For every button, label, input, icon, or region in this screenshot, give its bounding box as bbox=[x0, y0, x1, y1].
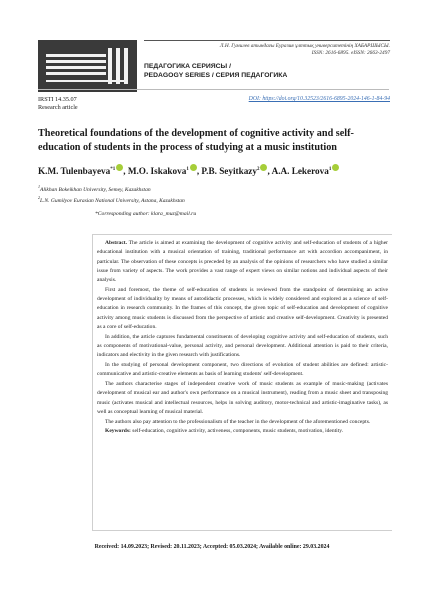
author-affiliation-mark: 2 bbox=[256, 167, 260, 172]
abstract bbox=[97, 239, 388, 437]
abstract-paragraph: First and foremost, the theme of self-education of students is reviewed from the standpoint of determining an active development of individuality by means of autodidactic processes, which is widely considered and explored as a science of self-education in research community. In the frames of this concept, the given topic of self-education and development of cognitive activity among music students is discussed from the perspective of artistic and creative self-development. Creativity is presented as a core of self-education. bbox=[97, 286, 388, 331]
orcid-icon[interactable] bbox=[190, 164, 197, 171]
keywords: Keywords: self-education, cognitive activity, activeness, components, music students, motivation, identity. bbox=[105, 428, 344, 435]
author: P.B. Seyitkazy$^2$ , bbox=[201, 166, 270, 177]
author-name: M.O. Iskakova bbox=[127, 166, 187, 177]
series-line-1: ПЕДАГОГИКА СЕРИЯСЫ / bbox=[144, 63, 231, 70]
header-separator bbox=[38, 89, 389, 90]
university-logo bbox=[38, 40, 137, 92]
affiliations bbox=[38, 183, 388, 205]
author-affiliation-mark: *1 bbox=[110, 167, 116, 172]
abstract-paragraph: The authors characterise stages of independent creative work of music students as example of music-making (activates development of musical ear and author's own performance on a musical instrument), reading from a music sheet and transposing music (activates musical and intellectual resources, helps in solving auditory, motor-technical and artistic-imaginative tasks), as well as conceptual learning of musical material. bbox=[97, 381, 388, 415]
doi-link[interactable]: DOI: https://doi.org/10.32523/2616-6895-2024-146-1-84-94 bbox=[248, 96, 390, 102]
author-list bbox=[38, 164, 388, 177]
publication-dates: Received: 14.09.2023; Revised: 20.11.2023; Accepted: 05.03.2024; Available online: 29.03.2024 bbox=[94, 544, 330, 550]
orcid-icon[interactable] bbox=[260, 164, 267, 171]
journal-name: Л.Н. Гумилев атындағы Еуразия ұлттық университетінің ХАБАРШЫСЫ. bbox=[219, 43, 390, 49]
orcid-icon[interactable] bbox=[116, 164, 123, 171]
author: M.O. Iskakova$^1$ , bbox=[127, 166, 200, 177]
journal-info bbox=[170, 43, 390, 57]
article-type: Research article bbox=[38, 104, 78, 111]
author-name: A.A. Lekerova bbox=[271, 166, 329, 177]
journal-issn: ISSN: 2616-6895. eISSN: 2663-2497 bbox=[311, 50, 390, 57]
article-meta bbox=[38, 96, 78, 112]
corresponding-author: *Corresponding author: klara_muz@mail.ru bbox=[95, 211, 197, 217]
author-name: K.M. Tulenbayeva bbox=[38, 166, 111, 177]
orcid-icon[interactable] bbox=[332, 164, 339, 171]
abstract-paragraph: The authors also pay attention to the professionalism of the teacher in the development of the aforementioned concepts. bbox=[105, 418, 371, 425]
author: K.M. Tulenbayeva$^{*1}$ , bbox=[38, 166, 126, 177]
author-affiliation-mark: 1 bbox=[328, 167, 332, 172]
irsti-code: IRSTI 14.35.07 bbox=[38, 96, 77, 103]
author-affiliation-mark: 1 bbox=[186, 167, 189, 172]
article-title: Theoretical foundations of the development of cognitive activity and self-education of students in the process of studying at a music institution bbox=[38, 128, 354, 153]
series-title bbox=[144, 62, 344, 81]
series-line-2: PEDAGOGY SERIES / СЕРИЯ ПЕДАГОГИКА bbox=[144, 72, 288, 80]
keywords-label: Keywords: bbox=[105, 428, 131, 435]
affiliation-item: $^2$L.N. Gumilyov Eurasian National University, Astana, Kazakhstan bbox=[38, 195, 185, 205]
affiliation-item: $^1$Alikhan Bokeikhan University, Semey, Kazakhstan bbox=[38, 184, 151, 193]
author bbox=[272, 166, 340, 176]
abstract-label: Abstract. bbox=[105, 240, 128, 246]
abstract-paragraph: In the studying of personal development component, two directions of evolution of student abilities are defined: artistic-communicative and artistic-creative elements as basis of learning students' self-development. bbox=[97, 362, 388, 378]
abstract-paragraph: Abstract. The article is aimed at examining the development of cognitive activity and self-education of students of a higher educational institution with a musical orientation of training, traditional performance art with accordion accompaniment, in particular. The observation of these concepts is preceded by an analysis of the opinions of researchers who have studied a similar issue from variety of aspects. The work provides a vast range of expert views on similar notions and individual aspects of their analysis. bbox=[97, 240, 388, 284]
abstract-paragraph: In addition, the article captures fundamental constituents of developing cognitive activity and self-education of students, such as components of motivational-value, personal activity, and personal development. Additional attention is paid to their criteria, indicators and electivity in the given research with justifications. bbox=[97, 333, 388, 359]
header-rule bbox=[144, 40, 390, 41]
author-name: P.B. Seyitkazy bbox=[201, 166, 257, 177]
